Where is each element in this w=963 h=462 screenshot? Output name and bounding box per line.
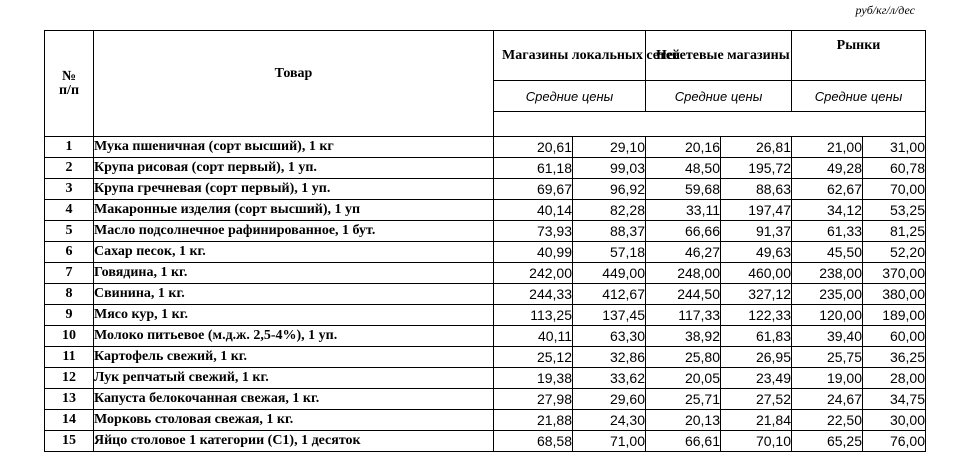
price-local-chains-max: 32,86 — [573, 347, 646, 368]
product-name: Макаронные изделия (сорт высший), 1 уп — [94, 200, 494, 221]
header-product: Товар — [94, 31, 494, 137]
price-markets-min: 21,00 — [792, 137, 863, 158]
table-row — [45, 221, 926, 242]
price-independent-max: 21,84 — [721, 410, 792, 431]
price-markets-min: 65,25 — [792, 431, 863, 452]
price-independent-max: 26,81 — [721, 137, 792, 158]
price-independent-max: 460,00 — [721, 263, 792, 284]
row-number: 8 — [45, 284, 94, 305]
row-number: 11 — [45, 347, 94, 368]
price-local-chains-min: 21,88 — [494, 410, 573, 431]
price-markets-max: 70,00 — [863, 179, 926, 200]
price-local-chains-max: 71,00 — [573, 431, 646, 452]
product-name: Говядина, 1 кг. — [94, 263, 494, 284]
price-markets-min: 45,50 — [792, 242, 863, 263]
price-markets-min: 238,00 — [792, 263, 863, 284]
price-markets-min: 49,28 — [792, 158, 863, 179]
price-markets-min: 24,67 — [792, 389, 863, 410]
price-independent-min: 38,92 — [646, 326, 721, 347]
table-row — [45, 284, 926, 305]
price-local-chains-min: 68,58 — [494, 431, 573, 452]
price-independent-min: 46,27 — [646, 242, 721, 263]
price-independent-min: 48,50 — [646, 158, 721, 179]
price-local-chains-min: 19,38 — [494, 368, 573, 389]
price-markets-max: 189,00 — [863, 305, 926, 326]
price-local-chains-min: 113,25 — [494, 305, 573, 326]
price-markets-min: 61,33 — [792, 221, 863, 242]
row-number: 14 — [45, 410, 94, 431]
price-markets-max: 76,00 — [863, 431, 926, 452]
product-name: Крупа рисовая (сорт первый), 1 уп. — [94, 158, 494, 179]
table-row — [45, 137, 926, 158]
row-number: 4 — [45, 200, 94, 221]
price-local-chains-max: 29,60 — [573, 389, 646, 410]
product-name: Молоко питьевое (м.д.ж. 2,5-4%), 1 уп. — [94, 326, 494, 347]
table-row — [45, 179, 926, 200]
price-independent-min: 248,00 — [646, 263, 721, 284]
price-local-chains-max: 449,00 — [573, 263, 646, 284]
price-local-chains-max: 24,30 — [573, 410, 646, 431]
price-local-chains-max: 57,18 — [573, 242, 646, 263]
price-local-chains-max: 33,62 — [573, 368, 646, 389]
price-markets-max: 60,78 — [863, 158, 926, 179]
row-number: 6 — [45, 242, 94, 263]
price-independent-max: 195,72 — [721, 158, 792, 179]
price-local-chains-min: 244,33 — [494, 284, 573, 305]
price-independent-min: 244,50 — [646, 284, 721, 305]
header-group-markets: Рынки — [792, 31, 926, 81]
price-independent-min: 20,13 — [646, 410, 721, 431]
price-independent-min: 25,80 — [646, 347, 721, 368]
row-number: 3 — [45, 179, 94, 200]
product-name: Мука пшеничная (сорт высший), 1 кг — [94, 137, 494, 158]
product-name: Крупа гречневая (сорт первый), 1 уп. — [94, 179, 494, 200]
price-local-chains-min: 61,18 — [494, 158, 573, 179]
price-local-chains-min: 27,98 — [494, 389, 573, 410]
product-name: Свинина, 1 кг. — [94, 284, 494, 305]
product-name: Лук репчатый свежий, 1 кг. — [94, 368, 494, 389]
table-row — [45, 347, 926, 368]
price-independent-min: 33,11 — [646, 200, 721, 221]
price-independent-min: 117,33 — [646, 305, 721, 326]
price-markets-max: 81,25 — [863, 221, 926, 242]
price-markets-max: 53,25 — [863, 200, 926, 221]
price-markets-max: 30,00 — [863, 410, 926, 431]
table-row — [45, 431, 926, 452]
price-table — [44, 30, 926, 452]
price-independent-max: 23,49 — [721, 368, 792, 389]
price-markets-max: 52,20 — [863, 242, 926, 263]
price-independent-min: 66,66 — [646, 221, 721, 242]
price-independent-max: 26,95 — [721, 347, 792, 368]
price-markets-min: 25,75 — [792, 347, 863, 368]
price-markets-max: 34,75 — [863, 389, 926, 410]
price-local-chains-max: 29,10 — [573, 137, 646, 158]
price-local-chains-max: 99,03 — [573, 158, 646, 179]
price-independent-min: 66,61 — [646, 431, 721, 452]
price-local-chains-max: 63,30 — [573, 326, 646, 347]
table-row — [45, 326, 926, 347]
price-independent-min: 59,68 — [646, 179, 721, 200]
price-markets-min: 235,00 — [792, 284, 863, 305]
table-row — [45, 368, 926, 389]
price-local-chains-max: 412,67 — [573, 284, 646, 305]
price-markets-max: 380,00 — [863, 284, 926, 305]
price-independent-max: 61,83 — [721, 326, 792, 347]
price-independent-max: 49,63 — [721, 242, 792, 263]
header-num: № п/п — [45, 31, 94, 137]
product-name: Яйцо столовое 1 категории (С1), 1 десяток — [94, 431, 494, 452]
price-independent-min: 20,16 — [646, 137, 721, 158]
price-local-chains-min: 40,99 — [494, 242, 573, 263]
table-row — [45, 200, 926, 221]
header-group-local-chains: Магазины локальных сетей — [494, 31, 646, 81]
price-independent-max: 70,10 — [721, 431, 792, 452]
table-body — [45, 137, 926, 452]
price-markets-max: 28,00 — [863, 368, 926, 389]
price-markets-max: 31,00 — [863, 137, 926, 158]
row-number: 1 — [45, 137, 94, 158]
price-markets-min: 62,67 — [792, 179, 863, 200]
price-local-chains-min: 73,93 — [494, 221, 573, 242]
table-row — [45, 263, 926, 284]
row-number: 5 — [45, 221, 94, 242]
product-name: Морковь столовая свежая, 1 кг. — [94, 410, 494, 431]
price-independent-min: 20,05 — [646, 368, 721, 389]
product-name: Сахар песок, 1 кг. — [94, 242, 494, 263]
price-independent-min: 25,71 — [646, 389, 721, 410]
price-local-chains-min: 69,67 — [494, 179, 573, 200]
row-number: 10 — [45, 326, 94, 347]
price-local-chains-max: 82,28 — [573, 200, 646, 221]
price-markets-min: 34,12 — [792, 200, 863, 221]
header-group-independent-stores: Несетевые магазины — [646, 31, 792, 81]
table-row — [45, 305, 926, 326]
product-name: Мясо кур, 1 кг. — [94, 305, 494, 326]
price-local-chains-max: 137,45 — [573, 305, 646, 326]
price-local-chains-min: 40,14 — [494, 200, 573, 221]
price-local-chains-min: 25,12 — [494, 347, 573, 368]
price-independent-max: 91,37 — [721, 221, 792, 242]
unit-label: руб/кг/л/дес — [855, 3, 915, 17]
price-local-chains-max: 96,92 — [573, 179, 646, 200]
price-independent-max: 88,63 — [721, 179, 792, 200]
table-row — [45, 242, 926, 263]
row-number: 12 — [45, 368, 94, 389]
price-markets-min: 39,40 — [792, 326, 863, 347]
price-local-chains-min: 20,61 — [494, 137, 573, 158]
price-markets-min: 22,50 — [792, 410, 863, 431]
price-independent-max: 27,52 — [721, 389, 792, 410]
header-avg-local-chains: Средние цены — [494, 81, 646, 112]
price-markets-max: 370,00 — [863, 263, 926, 284]
price-local-chains-max: 88,37 — [573, 221, 646, 242]
price-independent-max: 122,33 — [721, 305, 792, 326]
row-number: 15 — [45, 431, 94, 452]
product-name: Масло подсолнечное рафинированное, 1 бут. — [94, 221, 494, 242]
table-row — [45, 158, 926, 179]
row-number: 13 — [45, 389, 94, 410]
header-avg-markets: Средние цены — [792, 81, 926, 112]
row-number: 2 — [45, 158, 94, 179]
price-markets-max: 60,00 — [863, 326, 926, 347]
table-row — [45, 389, 926, 410]
table-header — [45, 31, 926, 137]
price-markets-min: 120,00 — [792, 305, 863, 326]
product-name: Картофель свежий, 1 кг. — [94, 347, 494, 368]
header-avg-independent-stores: Средние цены — [646, 81, 792, 112]
table-row — [45, 410, 926, 431]
price-markets-min: 19,00 — [792, 368, 863, 389]
price-independent-max: 197,47 — [721, 200, 792, 221]
price-independent-max: 327,12 — [721, 284, 792, 305]
row-number: 7 — [45, 263, 94, 284]
product-name: Капуста белокочанная свежая, 1 кг. — [94, 389, 494, 410]
row-number: 9 — [45, 305, 94, 326]
price-local-chains-min: 242,00 — [494, 263, 573, 284]
price-local-chains-min: 40,11 — [494, 326, 573, 347]
price-markets-max: 36,25 — [863, 347, 926, 368]
header-spacer — [494, 112, 926, 137]
